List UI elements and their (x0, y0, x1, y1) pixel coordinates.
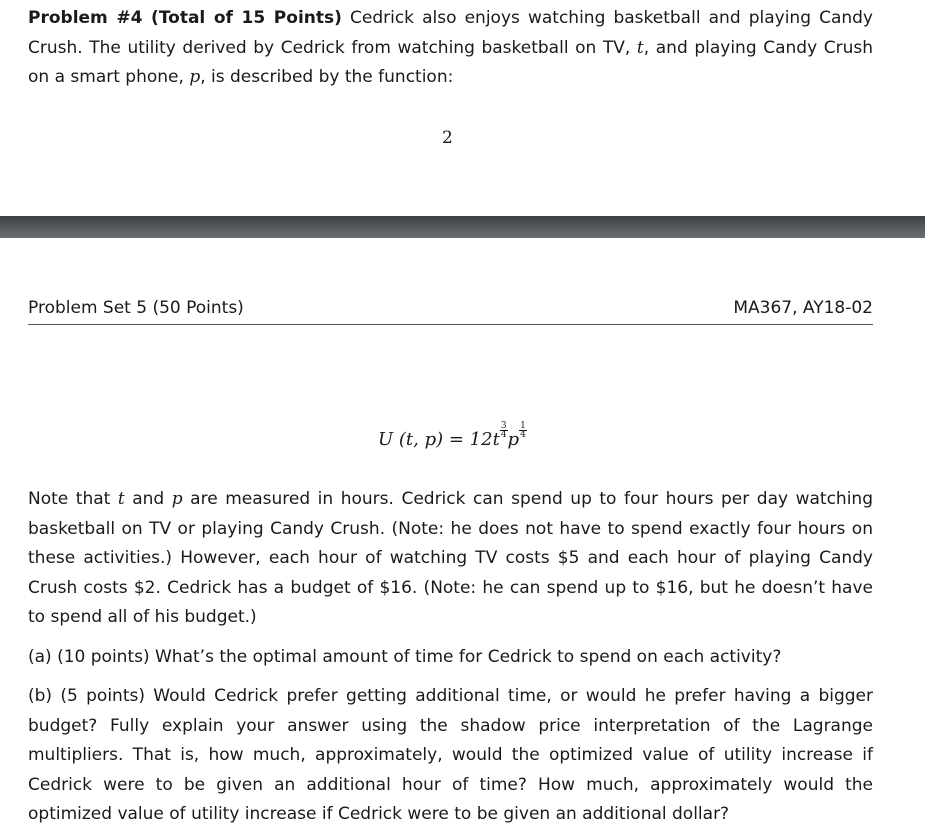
problem-4-paragraph (28, 4, 873, 93)
p-exponent (519, 422, 527, 439)
note-text-part-3: are measured in hours. Cedrick can spend up to four hours per day watching basketball on TV or playing Candy Crush. (Note: he does not have to spend exactly four hours on these activities.) However, each hour of watching TV costs $5 and each hour of playing Candy Crush costs $2. Cedrick has a budget of $16. (Note: he can spend up to $16, but he doesn’t have to spend all of his budget.) (28, 489, 873, 627)
utility-equation (378, 422, 527, 450)
part-a-question: (a) (10 points) What’s the optimal amount of time for Cedrick to spend on each activity? (28, 646, 782, 667)
running-header (28, 298, 873, 325)
p-exponent-numerator: 1 (520, 421, 526, 431)
running-header-right: MA367, AY18-02 (733, 298, 873, 318)
t-exponent-denominator: 4 (500, 430, 507, 440)
note-variable-t: t (117, 489, 125, 509)
problem-4-text-part-2: , and playing Candy Crush on a smart phone, (28, 37, 873, 87)
note-paragraph (28, 485, 873, 633)
problem-4-text-part-1: Cedrick also enjoys watching basketball and playing Candy Crush. The utility derived by Cedrick from watching basketball on TV, (28, 8, 873, 58)
problem-4-text-part-3: , is described by the function: (200, 67, 454, 87)
variable-p: p (189, 67, 201, 87)
running-header-left: Problem Set 5 (50 Points) (28, 298, 244, 318)
problem-4-heading: Problem #4 (Total of 15 Points) (28, 8, 342, 28)
problem-body (28, 485, 873, 830)
note-text-part-2: and (124, 489, 172, 509)
page-break-divider (0, 216, 925, 238)
equation-lhs: U (t, p) = 12t (378, 429, 500, 450)
equation-base-p: p (507, 429, 520, 450)
t-exponent (500, 422, 508, 439)
problem-4-intro (28, 4, 873, 93)
part-b-question: (b) (5 points) Would Cedrick prefer getting additional time, or would he prefer having a bigger budget? Fully explain your answer using the shadow price interpretation of the Lagrange multipliers. That is, how much, approximately, would the optimized value of utility increase if Cedrick were to be given an additional hour of time? How much, approximately would the optimized value of utility increase if Cedrick were to be given an additional dollar? (28, 686, 873, 824)
p-exponent-denominator: 4 (520, 430, 526, 440)
note-variable-p: p (171, 489, 183, 509)
page-number: 2 (442, 128, 453, 148)
variable-t: t (636, 37, 644, 58)
t-exponent-numerator: 3 (500, 421, 507, 431)
note-text-part-1: Note that (28, 489, 118, 509)
